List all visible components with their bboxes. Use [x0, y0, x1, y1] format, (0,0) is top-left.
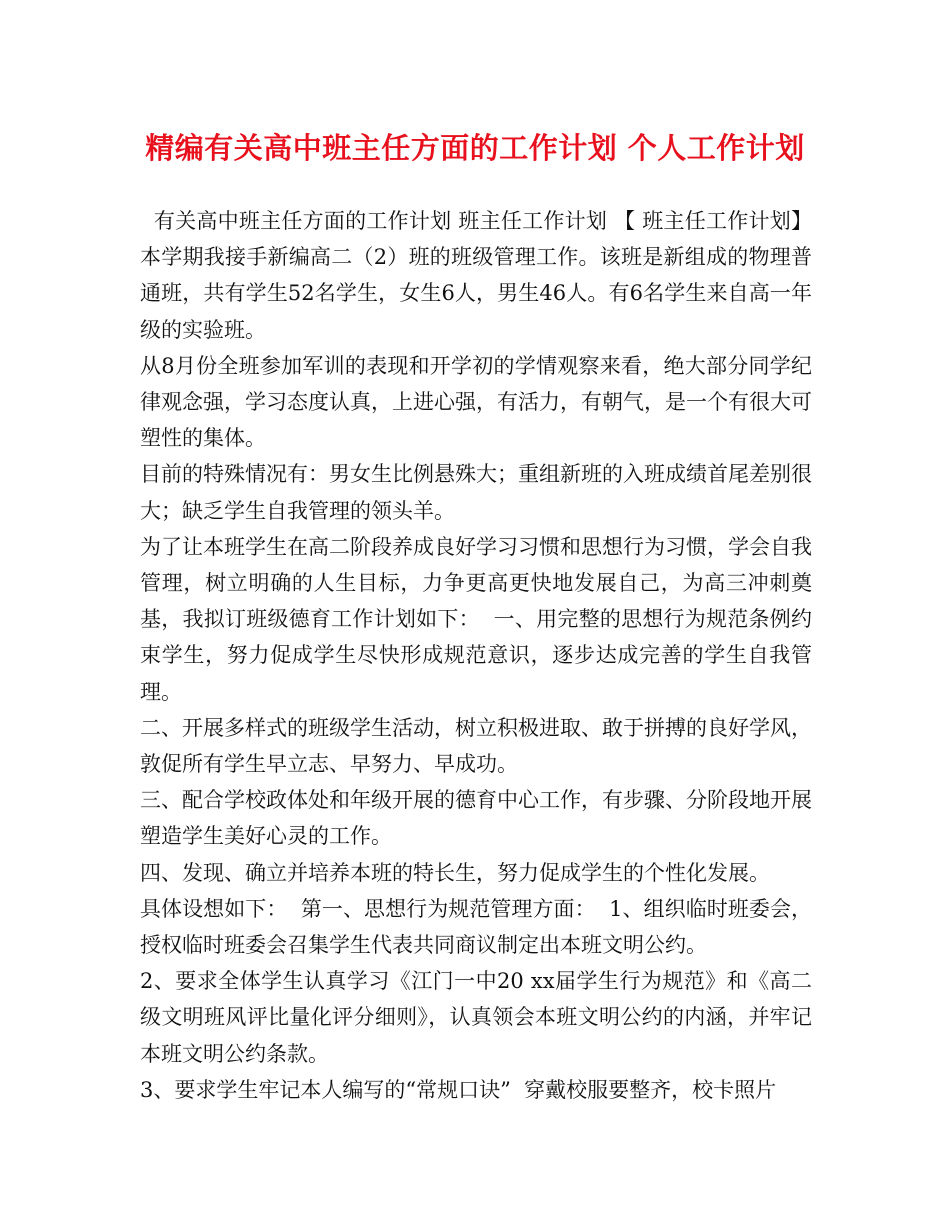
- paragraph-rule-two: 2、要求全体学生认真学习《江门一中20 xx届学生行为规范》和《高二级文明班风评比量化评分细则》，认真领会本班文明公约的内涵，并牢记本班文明公约条款。: [140, 969, 812, 1066]
- paragraph-item-three: 三、配合学校政体处和年级开展的德育中心工作，有步骤、分阶段地开展塑造学生美好心灵的工作。: [140, 788, 812, 849]
- paragraph-rule-three: 3、要求学生牢记本人编写的“常规口诀” 穿戴校服要整齐，校卡照片: [140, 1077, 777, 1102]
- paragraph-class-observation: 从8月份全班参加军训的表现和开学初的学情观察来看，绝大部分同学纪律观念强，学习态度认真，上进心强，有活力，有朝气，是一个有很大可塑性的集体。: [140, 353, 812, 451]
- paragraph-intro: 有关高中班主任方面的工作计划 班主任工作计划 【 班主任工作计划】 本学期我接手新编高二（2）班的班级管理工作。该班是新组成的物理普通班，共有学生52名学生，女生6人，男生46人。有6名学生来自高一年级的实验班。: [140, 209, 819, 342]
- paragraph-item-two: 二、开展多样式的班级学生活动，树立积极进取、敢于拼搏的良好学风，敦促所有学生早立志、早努力、早成功。: [140, 715, 812, 777]
- paragraph-plan-goals: 为了让本班学生在高二阶段养成良好学习习惯和思想行为习惯，学会自我管理，树立明确的人生目标，力争更高更快地发展自己，为高三冲刺奠基，我拟订班级德育工作计划如下： 一、用完整的思想行为规范条例约束学生，努力促成学生尽快形成规范意识，逐步达成完善的学生自我管理。: [140, 534, 812, 704]
- document-title: 精编有关高中班主任方面的工作计划 个人工作计划: [145, 131, 805, 165]
- document-body: [140, 203, 819, 1108]
- paragraph-specific-plan: 具体设想如下： 第一、思想行为规范管理方面： 1、组织临时班委会，授权临时班委会召集学生代表共同商议制定出本班文明公约。: [140, 896, 812, 958]
- paragraph-item-four: 四、发现、确立并培养本班的特长生，努力促成学生的个性化发展。: [140, 860, 770, 885]
- paragraph-special-situation: 目前的特殊情况有：男女生比例悬殊大；重组新班的入班成绩首尾差别很大；缺乏学生自我管理的领头羊。: [140, 462, 812, 523]
